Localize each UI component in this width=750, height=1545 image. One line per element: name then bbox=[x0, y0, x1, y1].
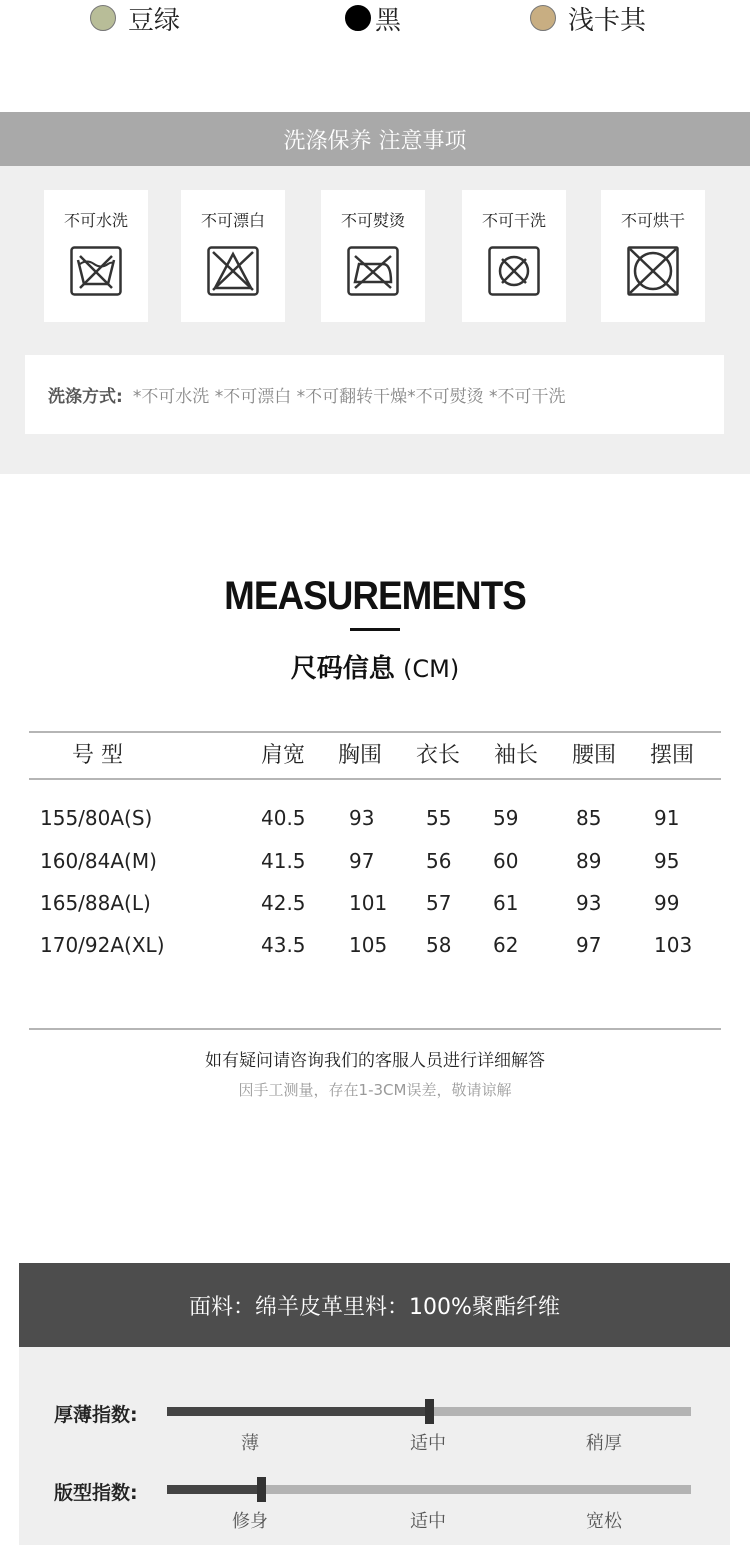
care-label: 不可水洗 bbox=[63, 211, 128, 230]
measurement-cell: 95 bbox=[654, 849, 680, 873]
wash-method-label: 洗涤方式: bbox=[48, 387, 123, 407]
measurement-cell: 93 bbox=[576, 891, 602, 915]
measurement-cell: 43.5 bbox=[261, 933, 306, 957]
measurement-cell: 59 bbox=[493, 806, 519, 830]
measurement-cell: 89 bbox=[576, 849, 602, 873]
index-track bbox=[167, 1485, 691, 1494]
size-cell: 165/88A(L) bbox=[40, 891, 151, 915]
no-iron-icon bbox=[347, 246, 399, 296]
no-tumble-dry-icon bbox=[627, 246, 679, 296]
color-option-green[interactable] bbox=[90, 0, 180, 36]
index-knob bbox=[425, 1399, 434, 1424]
measurement-cell: 40.5 bbox=[261, 806, 306, 830]
index-knob bbox=[257, 1477, 266, 1502]
table-header-cell: 腰围 bbox=[572, 743, 617, 768]
size-cell: 170/92A(XL) bbox=[40, 933, 165, 957]
index-tick: 修身 bbox=[232, 1511, 268, 1532]
table-header-cell: 袖长 bbox=[494, 743, 539, 768]
care-section bbox=[0, 166, 750, 474]
wash-method-text: *不可水洗 *不可漂白 *不可翻转干燥*不可熨烫 *不可干洗 bbox=[132, 387, 566, 407]
size-info-label: 尺码信息 bbox=[290, 654, 395, 684]
measurement-cell: 56 bbox=[426, 849, 452, 873]
color-swatch bbox=[345, 5, 371, 31]
color-options bbox=[0, 0, 750, 40]
color-swatch bbox=[90, 5, 116, 31]
index-tick: 适中 bbox=[410, 1433, 446, 1454]
measurement-cell: 97 bbox=[349, 849, 375, 873]
title-divider bbox=[350, 628, 400, 631]
table-header-cell: 胸围 bbox=[338, 743, 383, 768]
index-tick: 稍厚 bbox=[586, 1433, 622, 1454]
size-cell: 155/80A(S) bbox=[40, 806, 153, 830]
measurement-cell: 61 bbox=[493, 891, 519, 915]
contact-text: 如有疑问请咨询我们的客服人员进行详细解答 bbox=[205, 1051, 545, 1071]
measurement-cell: 93 bbox=[349, 806, 375, 830]
size-unit: (CM) bbox=[403, 655, 460, 683]
measurement-cell: 42.5 bbox=[261, 891, 306, 915]
measurement-cell: 101 bbox=[349, 891, 388, 915]
no-bleach-icon bbox=[207, 246, 259, 296]
table-header-cell: 号 型 bbox=[72, 743, 123, 768]
no-wash-icon bbox=[70, 246, 122, 296]
measurement-cell: 97 bbox=[576, 933, 602, 957]
fabric-title: 面料：绵羊皮革里料：100%聚酯纤维 bbox=[19, 1263, 730, 1347]
care-card-no-dryclean bbox=[462, 190, 566, 322]
care-card-no-wash bbox=[44, 190, 148, 322]
measurement-cell: 58 bbox=[426, 933, 452, 957]
care-title: 洗涤保养 注意事项 bbox=[0, 112, 750, 166]
measurement-cell: 41.5 bbox=[261, 849, 306, 873]
measurement-cell: 99 bbox=[654, 891, 680, 915]
color-option-black[interactable] bbox=[345, 0, 401, 36]
size-cell: 160/84A(M) bbox=[40, 849, 157, 873]
measurement-cell: 91 bbox=[654, 806, 680, 830]
care-label: 不可干洗 bbox=[481, 211, 546, 230]
index-fill bbox=[167, 1407, 429, 1416]
measurement-cell: 105 bbox=[349, 933, 388, 957]
index-tick: 适中 bbox=[410, 1511, 446, 1532]
care-label: 不可烘干 bbox=[620, 211, 685, 230]
index-tick: 薄 bbox=[241, 1433, 259, 1454]
index-label: 厚薄指数: bbox=[54, 1404, 138, 1426]
care-card-no-bleach bbox=[181, 190, 285, 322]
measurement-note: 因手工测量，存在1-3CM误差，敬请谅解 bbox=[238, 1081, 512, 1099]
care-card-no-tumble-dry bbox=[601, 190, 705, 322]
table-header-cell: 肩宽 bbox=[261, 743, 306, 768]
index-fill bbox=[167, 1485, 261, 1494]
measurement-cell: 57 bbox=[426, 891, 452, 915]
measurement-cell: 85 bbox=[576, 806, 602, 830]
no-dryclean-icon bbox=[488, 246, 540, 296]
table-top-rule bbox=[29, 731, 721, 733]
color-option-khaki[interactable] bbox=[530, 0, 646, 36]
index-track bbox=[167, 1407, 691, 1416]
color-swatch bbox=[530, 5, 556, 31]
care-card-no-iron bbox=[321, 190, 425, 322]
index-label: 版型指数: bbox=[54, 1482, 138, 1504]
measurement-cell: 103 bbox=[654, 933, 693, 957]
wash-method-box bbox=[25, 355, 724, 434]
fabric-section bbox=[19, 1347, 730, 1545]
color-label: 豆绿 bbox=[128, 5, 181, 36]
color-label: 黑 bbox=[375, 5, 402, 36]
measurement-cell: 62 bbox=[493, 933, 519, 957]
size-info-subtitle bbox=[0, 648, 750, 685]
table-header-cell: 摆围 bbox=[650, 743, 695, 768]
care-label: 不可熨烫 bbox=[340, 211, 405, 230]
table-header-cell: 衣长 bbox=[416, 743, 461, 768]
table-header-rule bbox=[29, 778, 721, 780]
measurement-cell: 60 bbox=[493, 849, 519, 873]
table-bottom-rule bbox=[29, 1028, 721, 1030]
care-label: 不可漂白 bbox=[200, 211, 265, 230]
color-label: 浅卡其 bbox=[568, 5, 647, 36]
index-tick: 宽松 bbox=[586, 1511, 622, 1532]
measurements-title: MEASUREMENTS bbox=[224, 574, 526, 618]
measurement-cell: 55 bbox=[426, 806, 452, 830]
